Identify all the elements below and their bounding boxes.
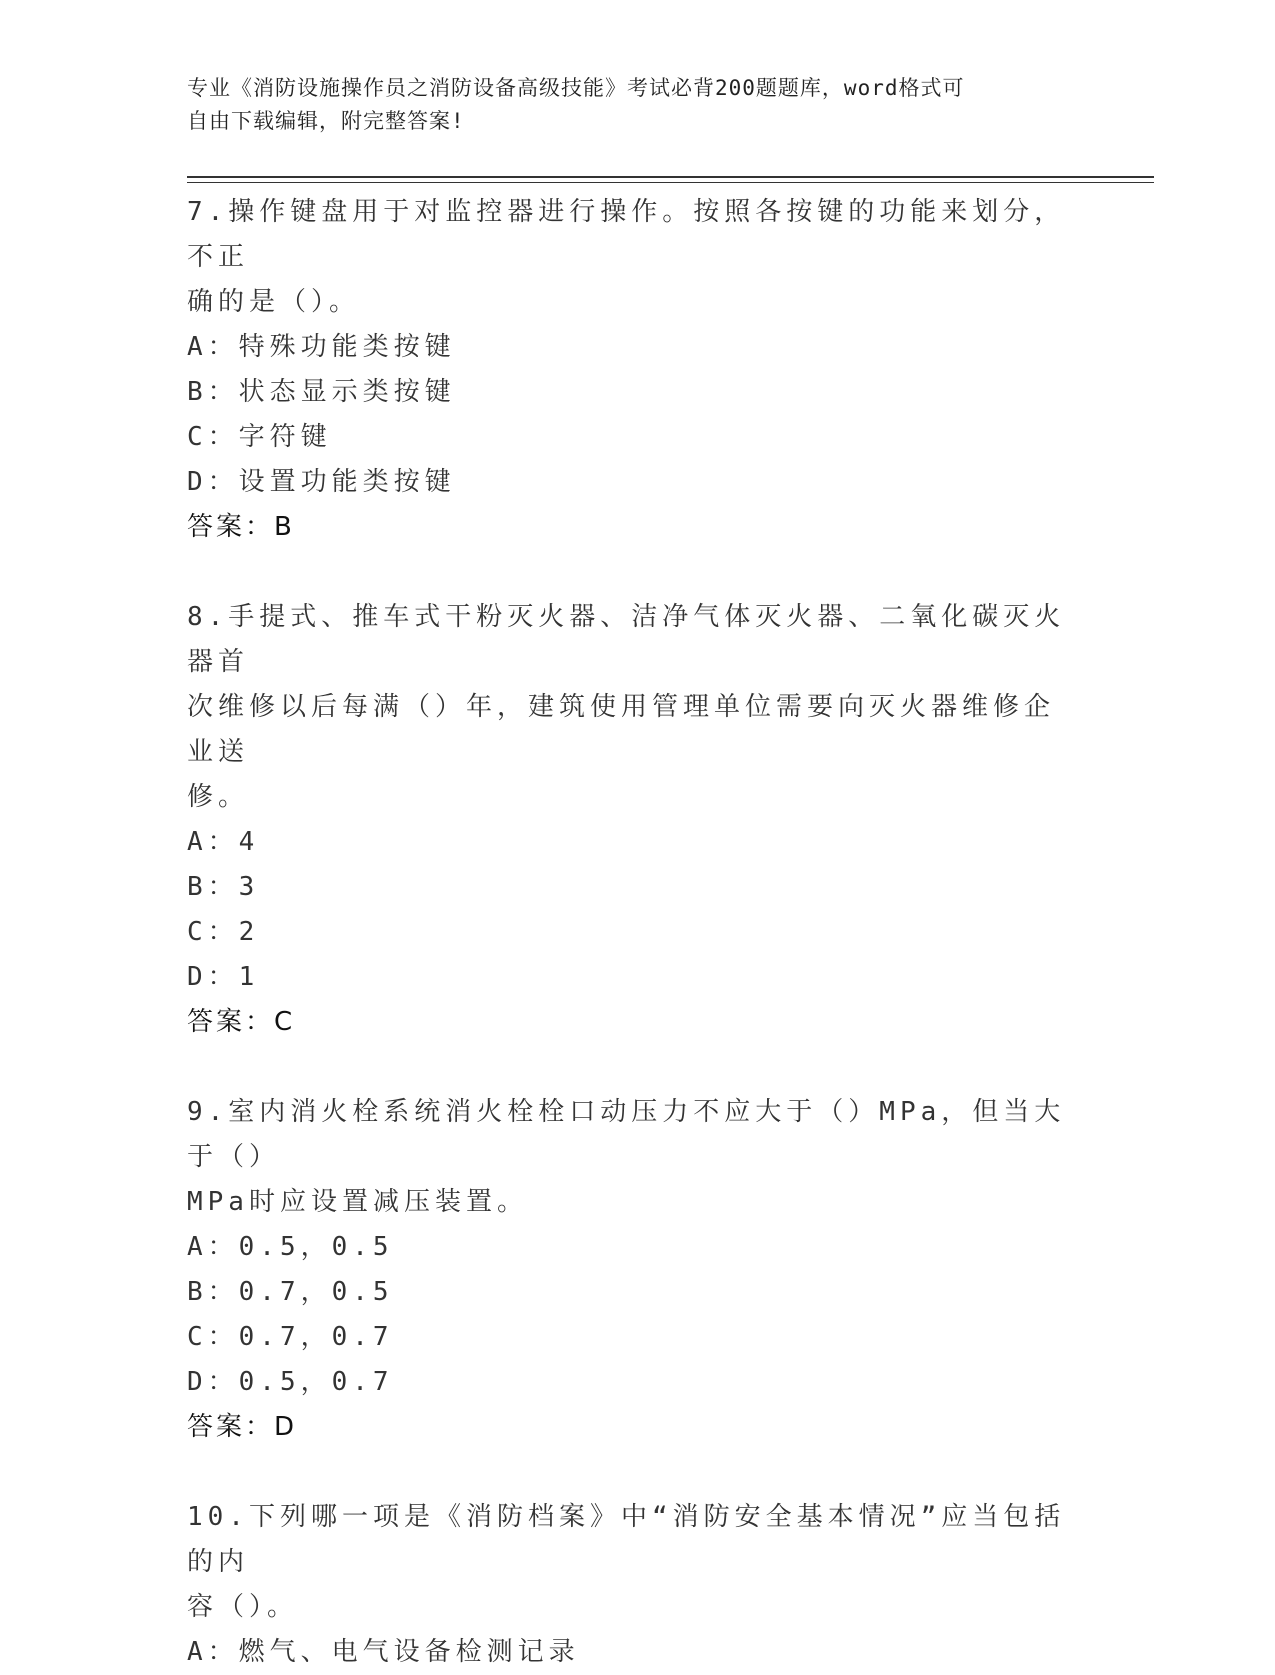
question-stem-line: 8.手提式、推车式干粉灭火器、洁净气体灭火器、二氧化碳灭火器首 [187,602,1066,677]
question-stem-line: MPa时应设置减压装置。 [187,1187,528,1217]
question-stem-line: 确的是（）。 [187,287,361,317]
question-list [187,190,1067,1675]
answer: 答案：B [187,512,295,542]
question-stem-line: 7.操作键盘用于对监控器进行操作。按照各按键的功能来划分，不正 [187,197,1066,272]
option-c: C：字符键 [187,422,332,452]
header-divider-thin [187,182,1154,183]
option-a: A：0.5，0.5 [187,1232,394,1262]
header-line-2: 自由下载编辑，附完整答案! [187,109,465,133]
question-stem-line: 9.室内消火栓系统消火栓栓口动压力不应大于（）MPa，但当大于（） [187,1097,1066,1172]
header-divider-thick [187,176,1154,178]
option-a: A：4 [187,827,260,857]
question-10 [187,1495,1067,1675]
option-b: B：状态显示类按键 [187,377,456,407]
question-stem-line: 次维修以后每满（）年，建筑使用管理单位需要向灭火器维修企业送 [187,692,1056,767]
question-8 [187,595,1067,1045]
question-stem-line: 10.下列哪一项是《消防档案》中“消防安全基本情况”应当包括的内 [187,1502,1066,1577]
document-header [187,72,1067,138]
option-d: D：设置功能类按键 [187,467,456,497]
option-a: A：特殊功能类按键 [187,332,456,362]
option-c: C：0.7，0.7 [187,1322,394,1352]
answer: 答案：C [187,1007,296,1037]
option-b: B：3 [187,872,260,902]
question-stem-line: 修。 [187,782,250,812]
question-stem-line: 容（）。 [187,1592,299,1622]
option-a: A：燃气、电气设备检测记录 [187,1637,580,1667]
question-7 [187,190,1067,550]
option-c: C：2 [187,917,260,947]
option-b: B：0.7，0.5 [187,1277,394,1307]
option-d: D：1 [187,962,260,992]
option-d: D：0.5，0.7 [187,1367,394,1397]
header-line-1: 专业《消防设施操作员之消防设备高级技能》考试必背200题题库，word格式可 [187,76,965,100]
answer: 答案：D [187,1412,298,1442]
question-9 [187,1090,1067,1450]
